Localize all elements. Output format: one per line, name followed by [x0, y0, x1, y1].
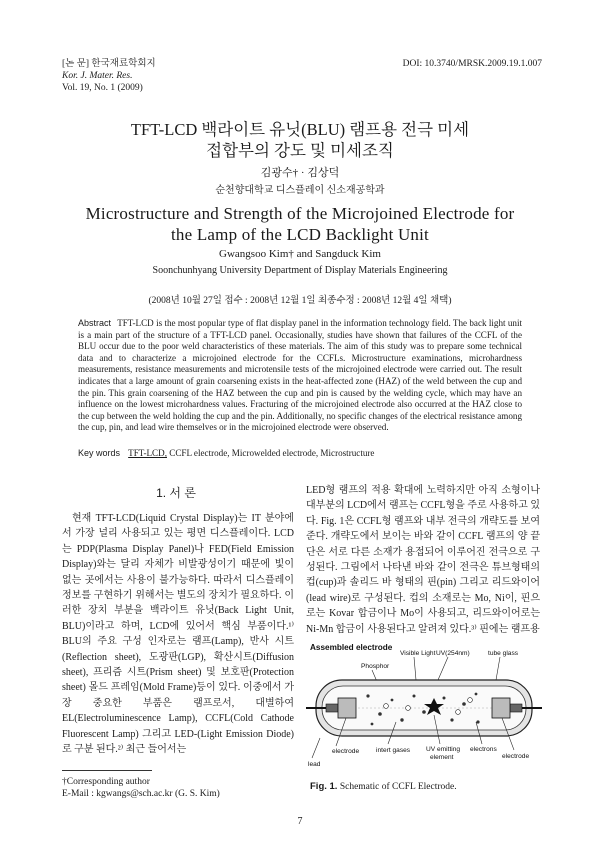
label-electrode-left: electrode — [332, 748, 360, 755]
journal-name-en: Kor. J. Mater. Res. — [62, 71, 133, 81]
submission-dates: (2008년 10월 27일 접수 : 2008년 12월 1일 최종수정 : 2008년 12월 4일 채택) — [148, 296, 452, 306]
footnote-email: E-Mail : kgwangs@sch.ac.kr (G. S. Kim) — [62, 789, 220, 799]
figure-caption — [310, 781, 457, 792]
abstract — [78, 318, 522, 434]
figure-caption-label: Fig. 1. — [310, 781, 338, 792]
affiliation-korean: 순천향대학교 디스플레이 신소재공학과 — [215, 185, 385, 196]
affiliation-english: Soonchunhyang University Department of Display Materials Engineering — [152, 265, 448, 276]
abstract-label: Abstract — [78, 318, 112, 328]
label-uv-emitting: UV emitting — [426, 746, 461, 753]
keywords — [78, 448, 522, 458]
title-ko-line1: TFT-LCD 백라이트 유닛(BLU) 램프용 전극 미세 — [130, 120, 470, 139]
body-paragraph-right: LED형 램프의 적용 확대에 노력하지만 아직 소형이나 대부분의 LCD에서 램프는 CCFL형을 주로 사용하고 있다. Fig. 1은 CCFL형 램프와 내부 전극의 개략도를 보여준다. 개략도에서 보이는 바와 같이 CCFL 램프의 양 끝단은 서로 다른 소재가 용접되어 이루어진 전극으로 구성된다. 그림에서 나타낸 바와 같이 전극은 튜브형태의 컵(cup)과 솔리드 바 형태의 핀(pin) 그리고 리드와이어(lead wire)로 구성된다. 컵의 소재로는 Mo, Ni이, 핀으로는 Kovar 합금이나 Mo이 사용되고, 리드와이어로는 Ni-Mn 합금이 사용된다고 알려져 있다.³⁾ 핀에는 램프용 — [306, 485, 540, 635]
keywords-label: Key words — [78, 448, 121, 458]
cup-right — [492, 698, 510, 718]
doi: DOI: 10.3740/MRSK.2009.19.1.007 — [402, 59, 542, 69]
label-electrons: electrons — [470, 746, 497, 753]
pointer-tube-glass — [496, 657, 500, 680]
label-electrode-right: electrode — [502, 753, 530, 760]
figure-ccfl-schematic — [306, 640, 542, 776]
title-korean — [40, 119, 560, 161]
figure-caption-text: Schematic of CCFL Electrode. — [339, 782, 457, 792]
label-phosphor: Phosphor — [361, 663, 390, 670]
keyword-first: TFT-LCD, — [128, 448, 167, 458]
journal-name-ko: [논 문] 한국재료학회지 — [62, 59, 156, 69]
pin-right — [510, 704, 522, 712]
cup-left — [338, 698, 356, 718]
journal-header — [62, 58, 156, 94]
label-element: element — [430, 754, 454, 761]
body-paragraph-left: 현재 TFT-LCD(Liquid Crystal Display)는 IT 분야에서 가장 널리 사용되고 있는 평면 디스플레이다. LCD는 PDP(Plasma Display Panel)나 FED(Field Emission Display)와는 달리 자체가 비발광성이기 때문에 빛이 없는 곳에서는 사용이 불가능하다. 따라서 디스플레이 정보를 구현하기 위해서는 별도의 장치가 필요하다. 이러한 장치 부분을 백라이트 유닛(Back Light Unit, BLU)이라고 하며, LCD에 있어서 핵심 부품이다.¹⁾ BLU의 주요 구성 인자로는 램프(Lamp), 반사 시트(Reflection sheet), 도광판(LGP), 확산시트(Diffusion sheet), 프리즘 시트(Prism sheet) 및 보호판(Protection sheet) 몰드 프레임(Mold Frame)등이 있다. 이중에서 가장 중요한 부품은 램프로서, 대별하여 EL(Electroluminescence Lamp), CCFL(Cold Cathode Fluorescent Lamp) 그리고 LED-(Light Emission Diode)로 구분 된다.²⁾ 최근 들어서는 — [62, 513, 294, 756]
label-uv: UV(254nm) — [436, 650, 470, 657]
title-ko-line2: 접합부의 강도 및 미세조직 — [206, 141, 394, 160]
title-en-line1: Microstructure and Strength of the Microjoined Electrode for — [85, 204, 515, 223]
pointer-lead — [312, 738, 320, 758]
keywords-list: CCFL electrode, Microwelded electrode, Microstructure — [169, 448, 375, 458]
label-visible-light: Visible Light — [400, 650, 436, 657]
pointer-uv — [438, 657, 448, 680]
authors-korean: 김광수† · 김상덕 — [260, 167, 340, 179]
page-number: 7 — [297, 816, 303, 827]
footnote-divider — [62, 770, 152, 771]
label-tube-glass: tube glass — [488, 650, 519, 657]
pin-left — [326, 704, 338, 712]
section-heading-introduction: 1. 서 론 — [156, 486, 196, 500]
title-en-line2: the Lamp of the LCD Backlight Unit — [171, 225, 429, 244]
figure-title: Assembled electrode — [310, 643, 393, 652]
ccfl-schematic-diagram — [306, 640, 542, 776]
title-english — [40, 203, 560, 245]
label-intert-gases: intert gases — [376, 747, 411, 754]
abstract-text: TFT-LCD is the most popular type of flat display panel in the information technology field. The back light unit is a main part of the structure of a TFT-LCD panel. Occasionally, studies have shown that failures of the CCFL of the BLU occur due to the poor weld characteristics of these materials. The aim of this study was to prepare some technical data and to characterize a microjoined electrode for the CCFLs. Microstructure examinations, microhardness measurements, resistance measurements and microtensile tests of the microjoined electrode were carried out. The result indicates that a large amount of grain coarsening exists in the heat-affected zone (HAZ) of the weld between the cup and the pin. This grain coarsening of the HAZ between the cup and pin is caused by the welding cycle, which may have an influence on the lowest microhardness values. Fracturing of the microjoined electrode also occurred at the HAZ close to the cup between the weld holding the cup and the pin. Additionally, no specific changes of the electrical resistance among the cup, pin, and lead wire themselves or in the microjoined electrode were observed. — [78, 318, 523, 433]
journal-volume: Vol. 19, No. 1 (2009) — [62, 83, 143, 93]
authors-english: Gwangsoo Kim† and Sangduck Kim — [219, 248, 381, 260]
pointer-visible-light — [414, 657, 416, 680]
footnote-corresponding-author: †Corresponding author — [62, 777, 150, 787]
footnote — [62, 776, 220, 800]
label-lead: lead — [308, 761, 321, 768]
